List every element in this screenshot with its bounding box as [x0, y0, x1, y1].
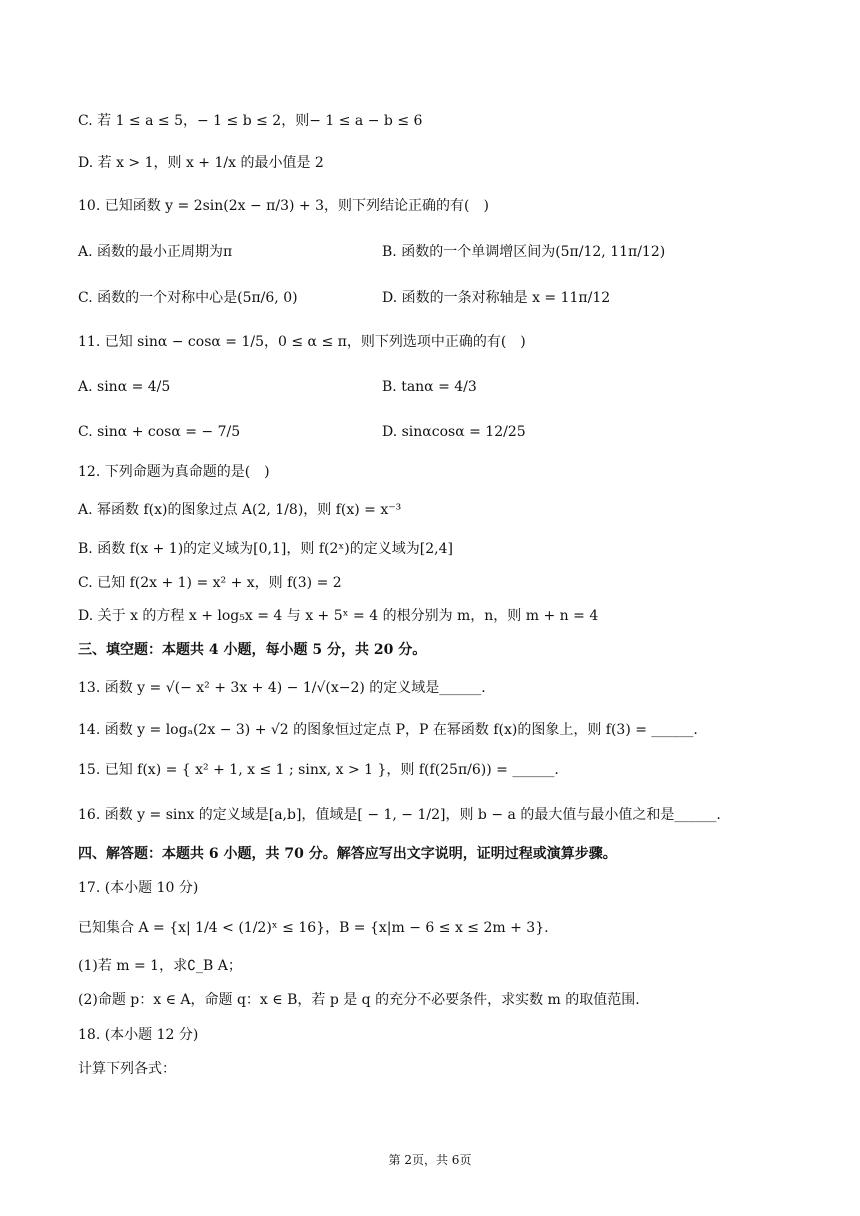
question-18-header: 18. (本小题 12 分)	[78, 1027, 199, 1043]
section-answer-title: 四、解答题：本题共 6 小题，共 70 分。解答应写出文字说明，证明过程或演算步骤。	[78, 846, 617, 862]
question-12: 12. 下列命题为真命题的是( )	[78, 464, 270, 480]
question-10: 10. 已知函数 y = 2sin(2x − π/3) + 3，则下列结论正确的有( )	[78, 198, 489, 214]
question-17-header: 17. (本小题 10 分)	[78, 880, 199, 896]
section-fill-in-title: 三、填空题：本题共 4 小题，每小题 5 分，共 20 分。	[78, 642, 427, 658]
option-9c: C. 若 1 ≤ a ≤ 5，− 1 ≤ b ≤ 2，则− 1 ≤ a − b ≤ 6	[78, 113, 423, 129]
question-15: 15. 已知 f(x) = { x² + 1, x ≤ 1 ; sinx, x > 1 }，则 f(f(25π/6)) = ______.	[78, 762, 559, 778]
option-10c: C. 函数的一个对称中心是(5π/6, 0)	[78, 290, 298, 306]
question-17-part-1: (1)若 m = 1，求∁_B A；	[78, 958, 242, 974]
option-12b: B. 函数 f(x + 1)的定义域为[0,1]，则 f(2ˣ)的定义域为[2,4]	[78, 541, 453, 557]
option-12a: A. 幂函数 f(x)的图象过点 A(2, 1/8)，则 f(x) = x⁻³	[78, 502, 402, 518]
question-11: 11. 已知 sinα − cosα = 1/5，0 ≤ α ≤ π，则下列选项中正确的有( )	[78, 334, 526, 350]
option-10a: A. 函数的最小正周期为π	[78, 244, 233, 260]
page-footer: 第 2页，共 6页	[388, 1153, 472, 1167]
option-11a: A. sinα = 4/5	[78, 379, 171, 395]
question-17-body: 已知集合 A = {x| 1/4 < (1/2)ˣ ≤ 16}，B = {x|m − 6 ≤ x ≤ 2m + 3}.	[78, 920, 549, 936]
option-12c: C. 已知 f(2x + 1) = x² + x，则 f(3) = 2	[78, 575, 342, 591]
question-13: 13. 函数 y = √(− x² + 3x + 4) − 1/√(x−2) 的定义域是______.	[78, 680, 486, 696]
option-9d: D. 若 x > 1，则 x + 1/x 的最小值是 2	[78, 155, 324, 171]
option-12d: D. 关于 x 的方程 x + log₅x = 4 与 x + 5ˣ = 4 的根分别为 m，n，则 m + n = 4	[78, 608, 599, 624]
option-10b: B. 函数的一个单调增区间为(5π/12, 11π/12)	[382, 244, 666, 260]
question-16: 16. 函数 y = sinx 的定义域是[a,b]，值域是[ − 1, − 1/2]，则 b − a 的最大值与最小值之和是______.	[78, 807, 721, 823]
question-18-body: 计算下列各式：	[78, 1061, 176, 1077]
option-11d: D. sinαcosα = 12/25	[382, 424, 526, 440]
option-11b: B. tanα = 4/3	[382, 379, 477, 395]
question-14: 14. 函数 y = logₐ(2x − 3) + √2 的图象恒过定点 P，P 在幂函数 f(x)的图象上，则 f(3) = ______.	[78, 722, 698, 738]
question-17-part-2: (2)命题 p：x ∈ A，命题 q：x ∈ B，若 p 是 q 的充分不必要条件，求实数 m 的取值范围.	[78, 992, 640, 1008]
option-10d: D. 函数的一条对称轴是 x = 11π/12	[382, 290, 611, 306]
option-11c: C. sinα + cosα = − 7/5	[78, 424, 241, 440]
